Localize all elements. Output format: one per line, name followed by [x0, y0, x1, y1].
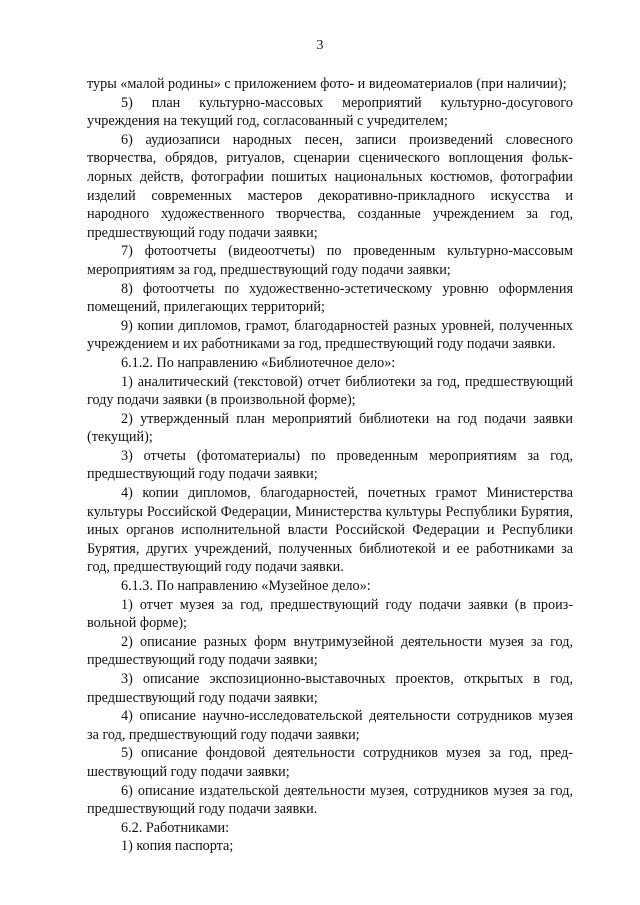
section-heading-workers: 6.2. Работниками: — [121, 819, 230, 836]
paragraph-item-8-photo-decor: 8) фотоотчеты по художественно-эстетическому уровню оформления помещений, прилегающих территорий; — [87, 280, 573, 316]
page-number: 3 — [316, 38, 324, 53]
section-heading-museum: 6.1.3. По направлению «Музейное дело»: — [121, 578, 371, 595]
paragraph-library-item-2: 2) утвержденный план мероприятий библиотеки на год подачи заявки (текущий); — [87, 410, 573, 446]
section-heading-library: 6.1.2. По направлению «Библиотечное дело»: — [121, 354, 396, 371]
paragraph-library-item-3: 3) отчеты (фотоматериалы) по проведенным мероприятиям за год, предшествующий году подачи заявки; — [87, 447, 573, 483]
paragraph-item-9-diplomas: 9) копии дипломов, грамот, благодарностей разных уровней, полученных учреждением и их работниками за год, предшествующий году подачи заявки. — [87, 317, 573, 353]
paragraph-item-6-audio: 6) аудиозаписи народных песен, записи произведений словесного творчества, обрядов, ритуалов, сценарии сценического воплощения фольклорных действ, фотографии пошитых национальных костюмов, фотографии изделий современных мастеров декоративно-прикладного искусства и народного художественного творчества, созданные учреждением за год, предшествующий году подачи заявки; — [87, 131, 573, 241]
paragraph-museum-item-3: 3) описание экспозиционно-выставочных проектов, открытых в год, предшествующий году подачи заявки; — [87, 671, 573, 706]
paragraph-library-item-4: 4) копии дипломов, благодарностей, почетных грамот Министерства культуры Российской Федерации, Министерства культуры Республики Бурятия, иных органов исполнительной власти Российской Федерации и Республики Бурятия, других учреждений, полученных библиотекой и ее работниками за год, предшествующий году подачи заявки. — [87, 485, 573, 576]
paragraph-museum-item-5: 5) описание фондовой деятельности сотрудников музея за год, предшествующий году подачи заявки; — [87, 745, 573, 780]
paragraph-museum-item-4: 4) описание научно-исследовательской деятельности сотрудников музея за год, предшествующий году подачи заявки; — [87, 708, 573, 743]
paragraph-museum-item-2: 2) описание разных форм внутримузейной деятельности музея за год, предшествующий году подачи заявки; — [87, 633, 573, 669]
paragraph-workers-item-1: 1) копия паспорта; — [121, 838, 234, 855]
paragraph-item-5-plan: 5) план культурно-массовых мероприятий культурно-досугового учреждения на текущий год, согласованный с учредителем; — [87, 94, 573, 130]
paragraph-item-7-photo-reports: 7) фотоотчеты (видеоотчеты) по проведенным культурно-массовым мероприятиям за год, предшествующий году подачи заявки; — [87, 243, 573, 278]
document-body — [87, 75, 573, 856]
paragraph-museum-item-6: 6) описание издательской деятельности музея, сотрудников музея за год, предшествующий году подачи заявки. — [87, 782, 573, 818]
paragraph-museum-item-1: 1) отчет музея за год, предшествующий году подачи заявки (в произвольной форме); — [87, 596, 573, 632]
paragraph-continuation: туры «малой родины» с приложением фото- и видеоматериалов (при наличии); — [87, 76, 567, 92]
paragraph-library-item-1: 1) аналитический (текстовой) отчет библиотеки за год, предшествующий году подачи заявки (в произвольной форме); — [87, 373, 573, 409]
